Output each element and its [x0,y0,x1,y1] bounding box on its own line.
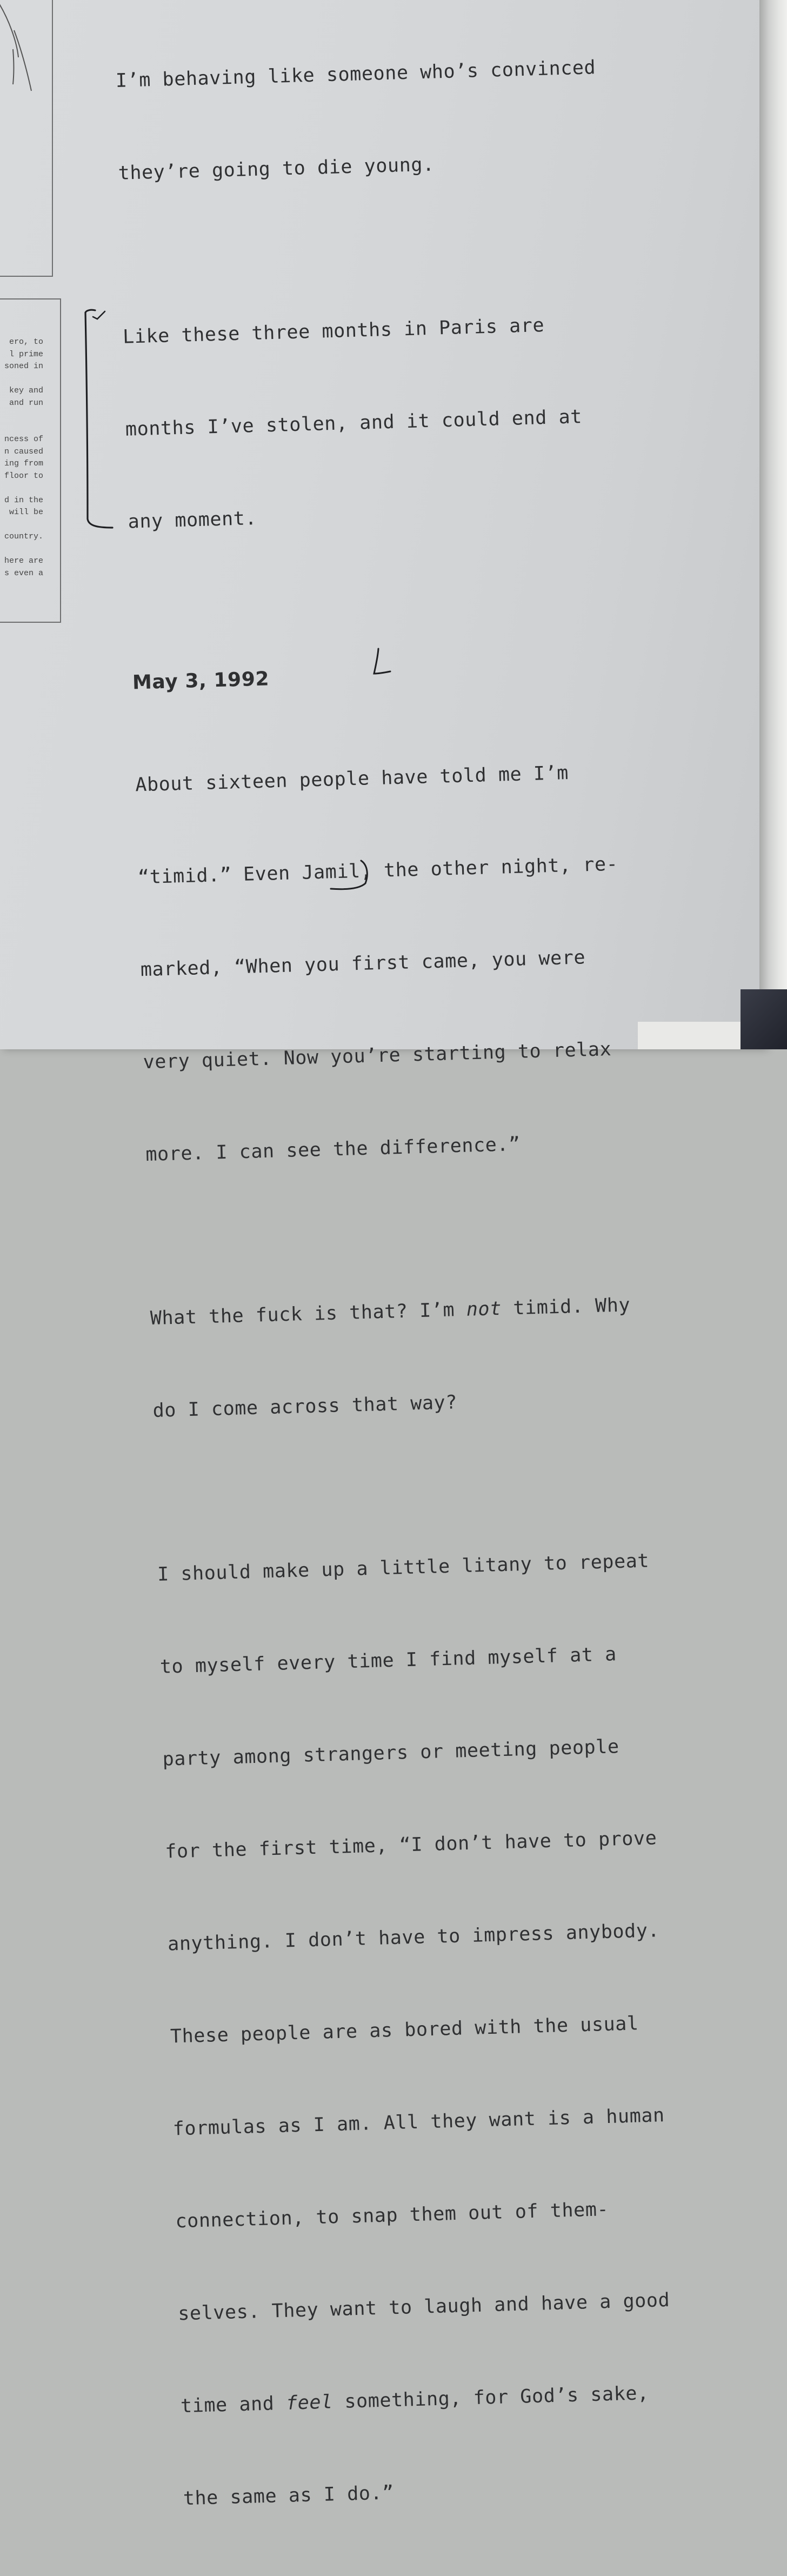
text-line [180,2375,753,2422]
text-line: Like these three months in Paris are [122,314,545,348]
paragraph-5 [155,1482,758,2576]
left-page-snippet: d in the [4,495,43,505]
left-page-snippet: soned in [4,362,43,371]
text-line: months I’ve stolen, and it could end at [125,406,583,441]
text-line: more. I can see the difference.” [145,1133,521,1166]
text-run: something, for God’s sake, [332,2382,650,2413]
text-line: anything. I don’t have to impress anybody. [167,1920,660,1955]
left-page-snippet: and run [9,398,43,408]
text-run: time and [180,2392,286,2418]
text-line: for the first time, “I don’t have to prove [164,1827,657,1863]
text-run: timid. Why [501,1294,631,1320]
text-line: marked, “When you first came, you were [140,947,586,981]
text-line: any moment. [128,507,257,533]
emphasis-text: not [466,1297,502,1321]
left-page-snippet: ing from [4,459,43,468]
text-line: they’re going to die young. [118,154,435,184]
text-run: What the fuck is that? I’m [150,1299,467,1330]
left-page-snippet: l prime [9,349,43,359]
left-page-snippet: floor to [4,471,43,481]
text-line: to myself every time I find myself at a [159,1643,617,1678]
pen-bracket-start-quote [374,649,390,674]
pen-bracket-left [85,310,112,528]
left-page-snippet: ncess of [4,435,43,444]
text-line: About sixteen people have told me I’m [135,762,569,796]
left-page-snippet: ero, to [9,337,43,347]
text-line: the same as I do.” [183,2482,395,2510]
pen-tick-mark [93,311,105,319]
text-line: connection, to snap them out of them- [175,2199,609,2233]
left-page-snippet: key and [9,386,43,395]
pen-bracket-end-quote [331,861,367,889]
text-line: very quiet. Now you’re starting to relax [143,1039,612,1074]
text-line: I should make up a little litany to repeat [157,1550,650,1586]
text-line: I’m behaving like someone who’s convinced [115,57,596,92]
left-page-snippet: n caused [4,447,43,456]
text-line [150,1287,723,1334]
emphasis-text: feel [285,2391,334,2414]
text-line: selves. They want to laugh and have a good [177,2289,670,2325]
left-page-snippet: here are [4,556,43,565]
pen-bracket-svg [0,0,787,1049]
left-page-snippet: will be [9,508,43,517]
text-line: “timid.” Even Jamil, the other night, re- [137,853,618,889]
text-line: formulas as I am. All they want is a human [172,2105,665,2140]
text-line: do I come across that way? [152,1392,458,1422]
paragraph-4 [148,1226,728,1488]
date-heading: May 3, 1992 [132,668,270,694]
text-line: party among strangers or meeting people [162,1736,620,1770]
text-line: These people are as bored with the usual [170,2013,639,2048]
left-page-snippet: s even a [4,568,43,578]
left-page-snippet: country. [4,532,43,541]
